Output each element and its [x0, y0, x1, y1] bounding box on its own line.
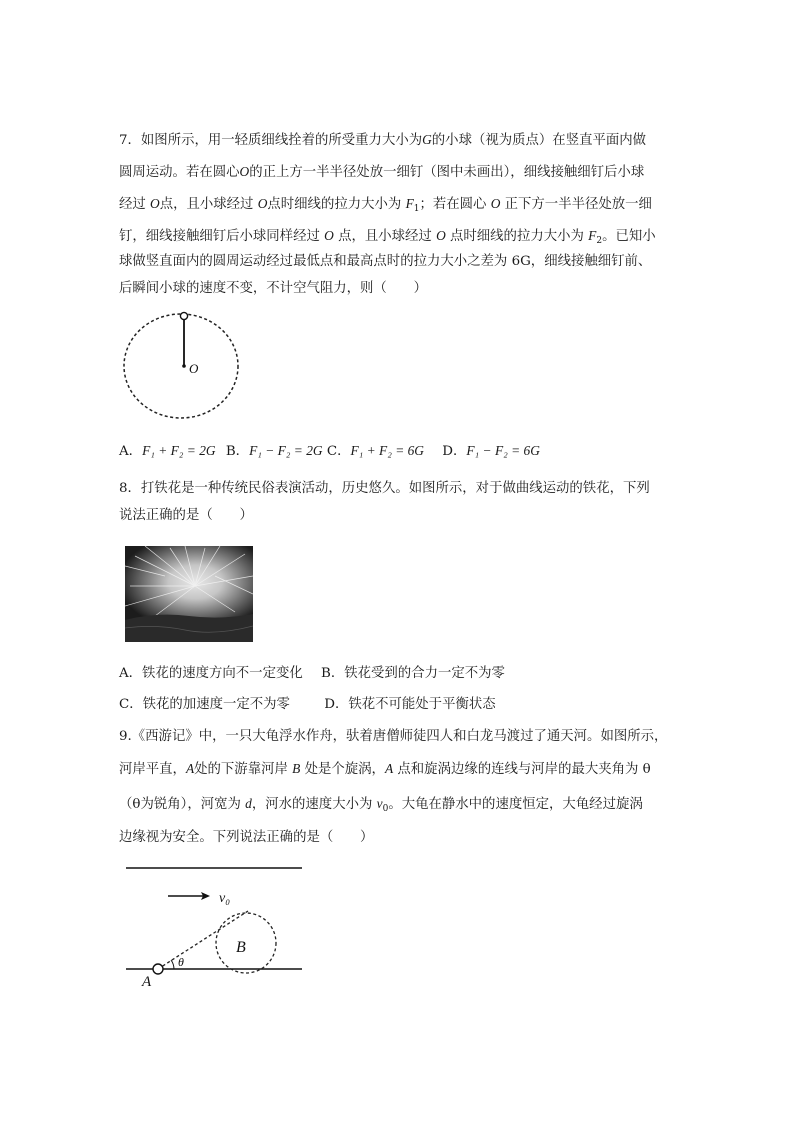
q7-text: 经过 [119, 197, 146, 212]
sub-0: 0 [382, 804, 389, 814]
ground-silhouette [125, 614, 253, 642]
q9-text: 处的下游靠河岸 [194, 762, 288, 777]
q7-text: 点，且小球经过 [338, 229, 432, 244]
q9-line-3 [119, 795, 643, 818]
q7-text: 的正上方一半半径处放一细钉（图中未画出），细线接触细钉后小球 [249, 165, 645, 180]
q7-text: 7．如图所示，用一轻质细线拴着的所受重力大小为 [119, 133, 423, 148]
option-letter: D． [442, 444, 467, 459]
option-c[interactable]: C．铁花的加速度一定不为零 [119, 697, 290, 712]
label-B: B [236, 939, 246, 956]
q9-text: （θ为锐角），河宽为 [119, 797, 241, 812]
q9-text: 9.《西游记》中，一只大龟浮水作舟，驮着唐僧师徒四人和白龙马渡过了通天河。如图所示， [119, 729, 668, 744]
option-value: F₁ − F₂ = 6G [466, 443, 540, 458]
var-O: O [324, 228, 334, 243]
option-d[interactable]: D．铁花不可能处于平衡状态 [324, 697, 496, 712]
q7-text: 。已知小 [602, 229, 656, 244]
q7-line-6 [119, 280, 427, 298]
q7-text: 的小球（视为质点）在竖直平面内做 [431, 133, 647, 148]
option-c[interactable] [327, 444, 424, 459]
var-A: A [384, 761, 394, 776]
var-O: O [490, 196, 501, 211]
q7-text: 点，且小球经过 [159, 197, 254, 212]
q9-text: 边缘视为安全。下列说法正确的是（ ） [119, 830, 374, 845]
option-letter: C． [326, 444, 351, 459]
q7-text: 球做竖直面内的圆周运动经过最低点和最高点时的拉力大小之差为 6G，细线接触细钉前、 [119, 254, 652, 269]
label-O: O [189, 361, 199, 376]
option-b[interactable] [226, 444, 323, 459]
q7-line-5 [119, 253, 651, 271]
center-point-O [182, 364, 186, 368]
q7-text: 钉，细线接触细钉后小球同样经过 [119, 229, 320, 244]
ball [180, 312, 187, 319]
q7-circle-figure [118, 308, 246, 420]
label-A: A [142, 974, 152, 990]
q8-line-2 [119, 507, 253, 525]
q8-options-row-2 [119, 696, 496, 714]
q9-line-2 [119, 760, 651, 779]
q9-text: 点和旋涡边缘的连线与河岸的最大夹角为 θ [397, 762, 651, 777]
q9-text: ，河水的速度大小为 [251, 797, 373, 812]
option-value: F₁ + F₂ = 2G [142, 443, 216, 458]
whirlpool-circle [216, 913, 276, 973]
q7-line-1 [119, 131, 646, 150]
q9-line-4 [119, 829, 373, 847]
var-F2: F [588, 228, 597, 243]
var-B: B [292, 761, 301, 776]
option-a[interactable]: A．铁花的速度方向不一定变化 [119, 666, 303, 681]
q9-line-1 [119, 728, 667, 746]
q8-text: 说法正确的是（ ） [119, 508, 253, 523]
option-d[interactable] [442, 444, 540, 459]
var-F1: F [405, 196, 414, 211]
q8-text: 8．打铁花是一种传统民俗表演活动，历史悠久。如图所示，对于做曲线运动的铁花，下列 [119, 481, 650, 496]
q7-options [119, 440, 540, 459]
q9-river-figure [124, 862, 306, 990]
q9-text: 处是个旋涡， [304, 762, 385, 777]
option-letter: A． [119, 444, 143, 459]
var-O: O [150, 196, 160, 211]
dashed-circle-path [124, 314, 238, 418]
angle-arc [171, 960, 174, 969]
q7-text: 圆周运动。若在圆心 [119, 165, 240, 180]
q8-line-1 [119, 480, 650, 498]
sub-1: 1 [413, 204, 420, 214]
q7-text: 后瞬间小球的速度不变，不计空气阻力，则（ ） [119, 281, 427, 296]
q8-options-row-1 [119, 665, 505, 683]
sub-2: 2 [596, 236, 603, 246]
var-G: G [422, 132, 432, 147]
option-b[interactable]: B．铁花受到的合力一定不为零 [321, 666, 505, 681]
label-v0: v₀ [219, 891, 231, 906]
q7-line-4 [119, 227, 656, 250]
q7-line-2 [119, 163, 644, 182]
var-d: d [245, 796, 252, 811]
option-a[interactable] [119, 444, 216, 459]
point-A-marker [153, 964, 163, 974]
q7-line-3 [119, 195, 652, 218]
option-letter: B． [225, 444, 250, 459]
q9-text: 河岸平直， [119, 762, 186, 777]
label-theta: θ [178, 955, 184, 969]
q7-text: ；若在圆心 [419, 197, 487, 212]
q9-text: 。大龟在静水中的速度恒定，大龟经过旋涡 [388, 797, 643, 812]
var-A: A [185, 761, 195, 776]
iron-flower-photo [125, 546, 253, 642]
q7-text: 点时细线的拉力大小为 [450, 229, 584, 244]
option-value: F₁ + F₂ = 6G [350, 443, 424, 458]
var-O: O [239, 164, 250, 179]
q7-text: 点时细线的拉力大小为 [267, 197, 402, 212]
var-O: O [257, 196, 268, 211]
var-v0: v [376, 796, 383, 811]
q7-text: 正下方一半半径处放一细 [504, 197, 652, 212]
var-O: O [436, 228, 446, 243]
option-value: F₁ − F₂ = 2G [249, 443, 323, 458]
